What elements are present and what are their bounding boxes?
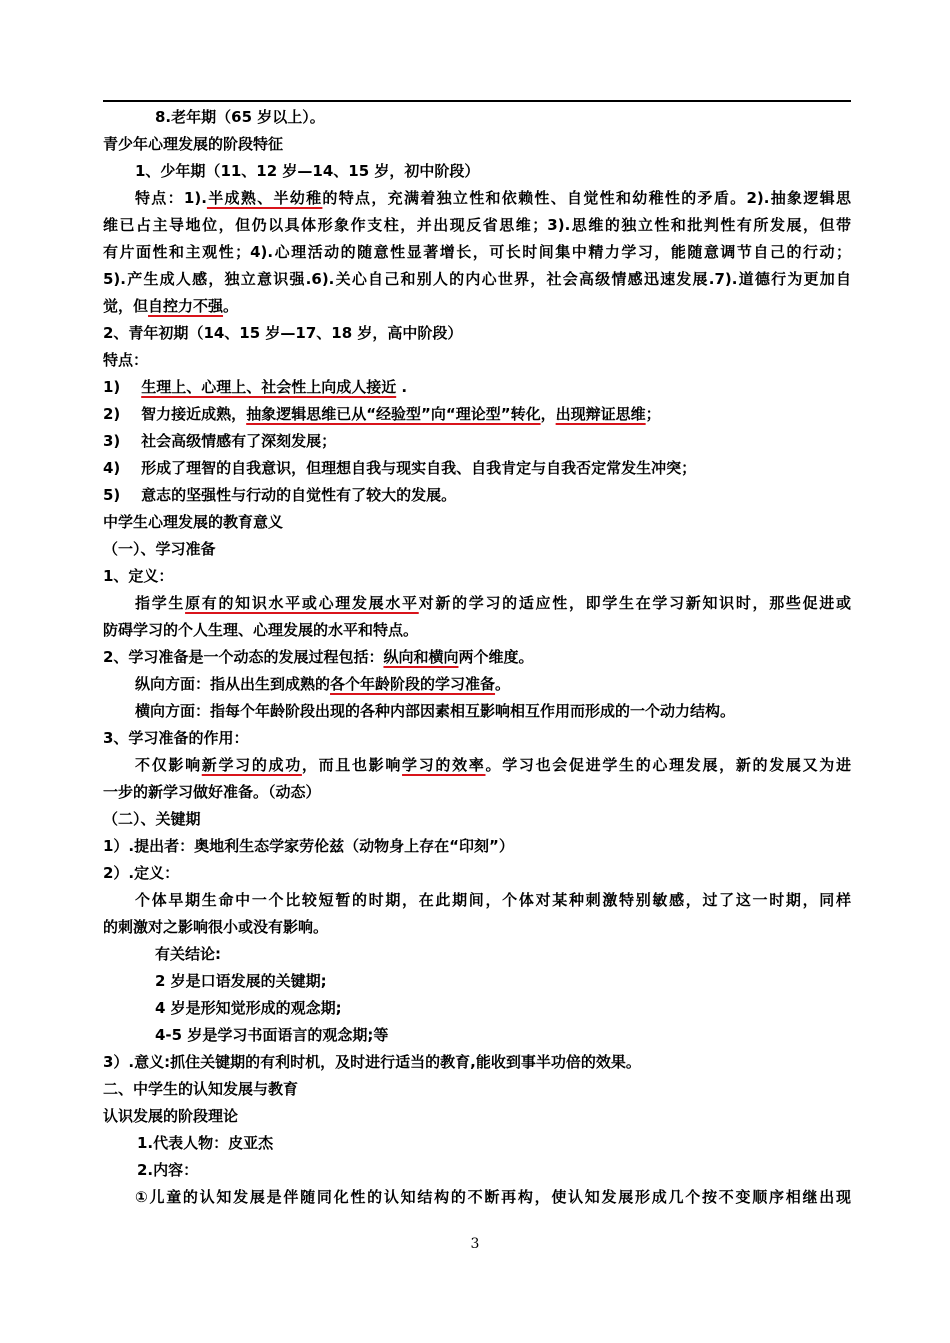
text-segment: 5) 意志的坚强性与行动的自觉性有了较大的发展。 — [103, 486, 457, 504]
text-line — [103, 644, 851, 671]
text-segment: 防碍学习的个人生理、心理发展的水平和特点。 — [103, 621, 419, 639]
text-line — [103, 1076, 851, 1103]
text-segment: 的特点，充满着独立性和依赖性、自觉性和幼稚性的矛盾。2).抽象逻辑思 — [322, 189, 851, 207]
text-segment: 2.内容： — [137, 1161, 199, 1179]
text-line — [103, 1049, 851, 1076]
text-segment: 1) — [103, 378, 142, 396]
text-segment: 维已占主导地位，但仍以具体形象作支柱，并出现反省思维；3).思维的独立性和批判性有所发展，但带 — [103, 216, 851, 234]
text-line — [103, 1130, 851, 1157]
text-line — [103, 941, 851, 968]
text-segment: 3) 社会高级情感有了深刻发展； — [103, 432, 337, 450]
text-segment: 2) 智力接近成熟， — [103, 405, 247, 423]
text-segment: 2、学习准备是一个动态的发展过程包括： — [103, 648, 384, 666]
text-line — [103, 1022, 851, 1049]
text-line — [103, 833, 851, 860]
text-line — [103, 725, 851, 752]
underlined-text: 各个年龄阶段的学习准备 — [330, 675, 496, 693]
document-body — [103, 104, 851, 1211]
text-segment: （一）、学习准备 — [103, 540, 216, 558]
text-line — [103, 212, 851, 239]
text-segment: 特点： — [103, 351, 149, 369]
text-segment: 觉，但 — [103, 297, 149, 315]
underlined-text: 原有的知识水平或心理发展水平 — [185, 594, 419, 612]
text-line — [103, 185, 851, 212]
text-segment: ； — [645, 405, 661, 423]
text-segment: 2、青年初期（14、15 岁—17、18 岁，高中阶段） — [103, 324, 463, 342]
text-segment: 中学生心理发展的教育意义 — [103, 513, 284, 531]
text-line — [103, 914, 851, 941]
text-segment: 青少年心理发展的阶段特征 — [103, 135, 284, 153]
text-line — [103, 509, 851, 536]
text-line — [103, 752, 851, 779]
text-line — [103, 1157, 851, 1184]
text-line — [103, 806, 851, 833]
text-segment: 1.代表人物：皮亚杰 — [137, 1134, 274, 1152]
text-segment: 3）.意义:抓住关键期的有利时机，及时进行适当的教育,能收到事半功倍的效果。 — [103, 1053, 641, 1071]
text-segment: 1、定义： — [103, 567, 174, 585]
text-segment: 一步的新学习做好准备。（动态） — [103, 783, 321, 801]
text-line — [103, 860, 851, 887]
text-line — [103, 374, 851, 401]
text-segment: 个体早期生命中一个比较短暂的时期，在此期间，个体对某种刺激特别敏感，过了这一时期，同样 — [135, 891, 851, 909]
text-line — [103, 266, 851, 293]
underlined-text: 半成熟、半幼稚 — [206, 189, 323, 207]
text-line — [103, 1103, 851, 1130]
text-line — [103, 131, 851, 158]
text-segment: 2 岁是口语发展的关键期; — [155, 972, 327, 990]
text-segment: 有片面性和主观性；4).心理活动的随意性显著增长，可长时间集中精力学习，能随意调节自己的行动； — [103, 243, 851, 261]
underlined-text: 纵向和横向 — [383, 648, 459, 666]
text-segment: 3、学习准备的作用： — [103, 729, 249, 747]
underlined-text: 生理上、心理上、社会性上向成人接近 — [141, 378, 397, 396]
text-segment: 对新的学习的适应性，即学生在学习新知识时，那些促进或 — [418, 594, 851, 612]
text-segment: 4) 形成了理智的自我意识，但理想自我与现实自我、自我肯定与自我否定常发生冲突； — [103, 459, 697, 477]
text-line — [103, 239, 851, 266]
text-line — [103, 590, 851, 617]
underlined-text: 新学习的成功 — [201, 756, 302, 774]
text-segment: 。 — [495, 675, 511, 693]
text-segment: 2）.定义： — [103, 864, 180, 882]
text-line — [103, 968, 851, 995]
text-segment: 认识发展的阶段理论 — [103, 1107, 239, 1125]
text-segment: 纵向方面：指从出生到成熟的 — [135, 675, 331, 693]
text-segment: 有关结论: — [155, 945, 221, 963]
text-segment: 指学生 — [135, 594, 186, 612]
underlined-text: 自控力不强 — [148, 297, 224, 315]
text-line — [103, 482, 851, 509]
text-line — [103, 779, 851, 806]
text-line — [103, 347, 851, 374]
text-segment: 4-5 岁是学习书面语言的观念期;等 — [155, 1026, 389, 1044]
text-segment: 8.老年期（65 岁以上）。 — [155, 108, 325, 126]
text-segment: （二）、关键期 — [103, 810, 201, 828]
text-segment: 两个维度。 — [458, 648, 534, 666]
text-line — [103, 995, 851, 1022]
text-segment: 横向方面：指每个年龄阶段出现的各种内部因素相互影响相互作用而形成的一个动力结构。 — [135, 702, 736, 720]
text-line — [103, 563, 851, 590]
text-segment: 不仅影响 — [135, 756, 202, 774]
text-segment: 5).产生成人感，独立意识强.6).关心自己和别人的内心世界，社会高级情感迅速发展.7).道德行为更加自 — [103, 270, 851, 288]
text-line — [103, 320, 851, 347]
underlined-text: 抽象逻辑思维已从“经验型”向“理论型”转化 — [246, 405, 541, 423]
text-line — [103, 887, 851, 914]
text-segment: ， — [540, 405, 556, 423]
text-segment: 。学习也会促进学生的心理发展，新的发展又为进 — [485, 756, 851, 774]
text-line — [103, 617, 851, 644]
text-segment: ①儿童的认知发展是伴随同化性的认知结构的不断再构，使认知发展形成几个按不变顺序相继出现 — [135, 1188, 851, 1206]
text-line — [103, 158, 851, 185]
text-line — [103, 671, 851, 698]
text-segment: 4 岁是形知觉形成的观念期; — [155, 999, 342, 1017]
text-segment: 二、中学生的认知发展与教育 — [103, 1080, 299, 1098]
text-line — [103, 536, 851, 563]
text-line — [103, 1184, 851, 1211]
text-segment: 。 — [223, 297, 239, 315]
text-segment: . — [396, 378, 408, 396]
text-segment: ，而且也影响 — [301, 756, 403, 774]
text-segment: 1、少年期（11、12 岁—14、15 岁，初中阶段） — [135, 162, 480, 180]
page-number: 3 — [470, 1236, 480, 1252]
text-segment: 1）.提出者：奥地利生态学家劳伦兹（动物身上存在“印刻”） — [103, 837, 514, 855]
text-line — [103, 293, 851, 320]
text-segment: 特点：1). — [135, 189, 207, 207]
underlined-text: 出现辩证思维 — [555, 405, 646, 423]
header-rule — [103, 100, 851, 102]
text-line — [103, 455, 851, 482]
underlined-text: 学习的效率 — [402, 756, 486, 774]
text-segment: 的刺激对之影响很小或没有影响。 — [103, 918, 329, 936]
text-line — [103, 428, 851, 455]
text-line — [103, 698, 851, 725]
text-line — [103, 104, 851, 131]
text-line — [103, 401, 851, 428]
